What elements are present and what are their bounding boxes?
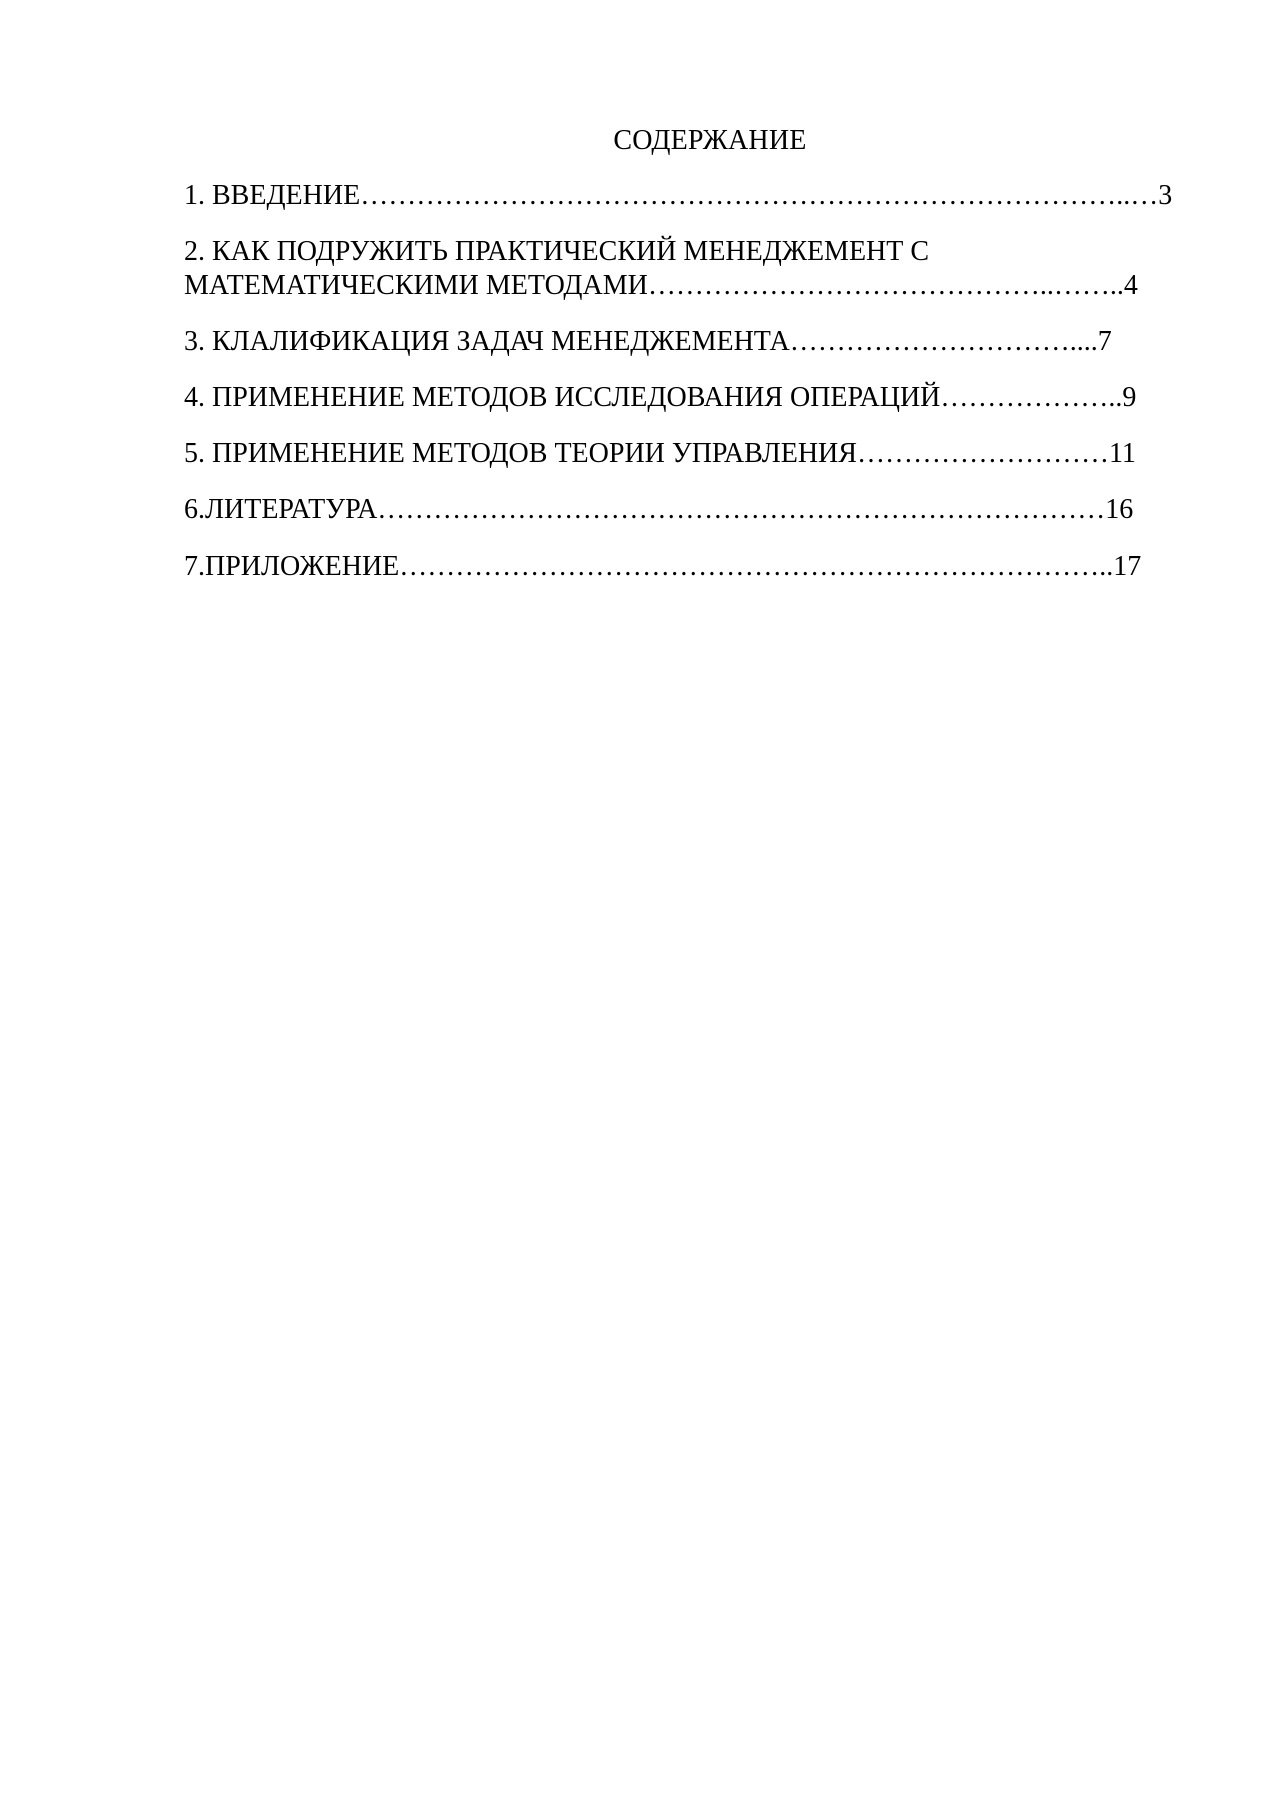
toc-entry-line: МАТЕМАТИЧЕСКИМИ МЕТОДАМИ……………………………………..……..4: [184, 270, 1138, 301]
toc-entry-line: 2. КАК ПОДРУЖИТЬ ПРАКТИЧЕСКИЙ МЕНЕДЖЕМЕНТ С: [184, 236, 930, 267]
toc-entry-appendix: 7.ПРИЛОЖЕНИЕ…………………………………………………………………..17: [184, 551, 1142, 582]
toc-heading: СОДЕРЖАНИЕ: [613, 125, 807, 156]
toc-entry-literature: 6.ЛИТЕРАТУРА……………………………………………………………………16: [184, 494, 1134, 525]
toc-entry-introduction: 1. ВВЕДЕНИЕ………………………………………………………………………..…3: [184, 180, 1173, 211]
toc-entry-control-theory: 5. ПРИМЕНЕНИЕ МЕТОДОВ ТЕОРИИ УПРАВЛЕНИЯ………………………11: [184, 438, 1136, 469]
toc-entry-practical-management: [184, 235, 1220, 303]
toc-entry-operations-research: 4. ПРИМЕНЕНИЕ МЕТОДОВ ИССЛЕДОВАНИЯ ОПЕРАЦИЙ………………..9: [184, 382, 1137, 413]
toc-entry-task-classification: 3. КЛАЛИФИКАЦИЯ ЗАДАЧ МЕНЕДЖЕМЕНТА…………………………....7: [184, 326, 1112, 357]
